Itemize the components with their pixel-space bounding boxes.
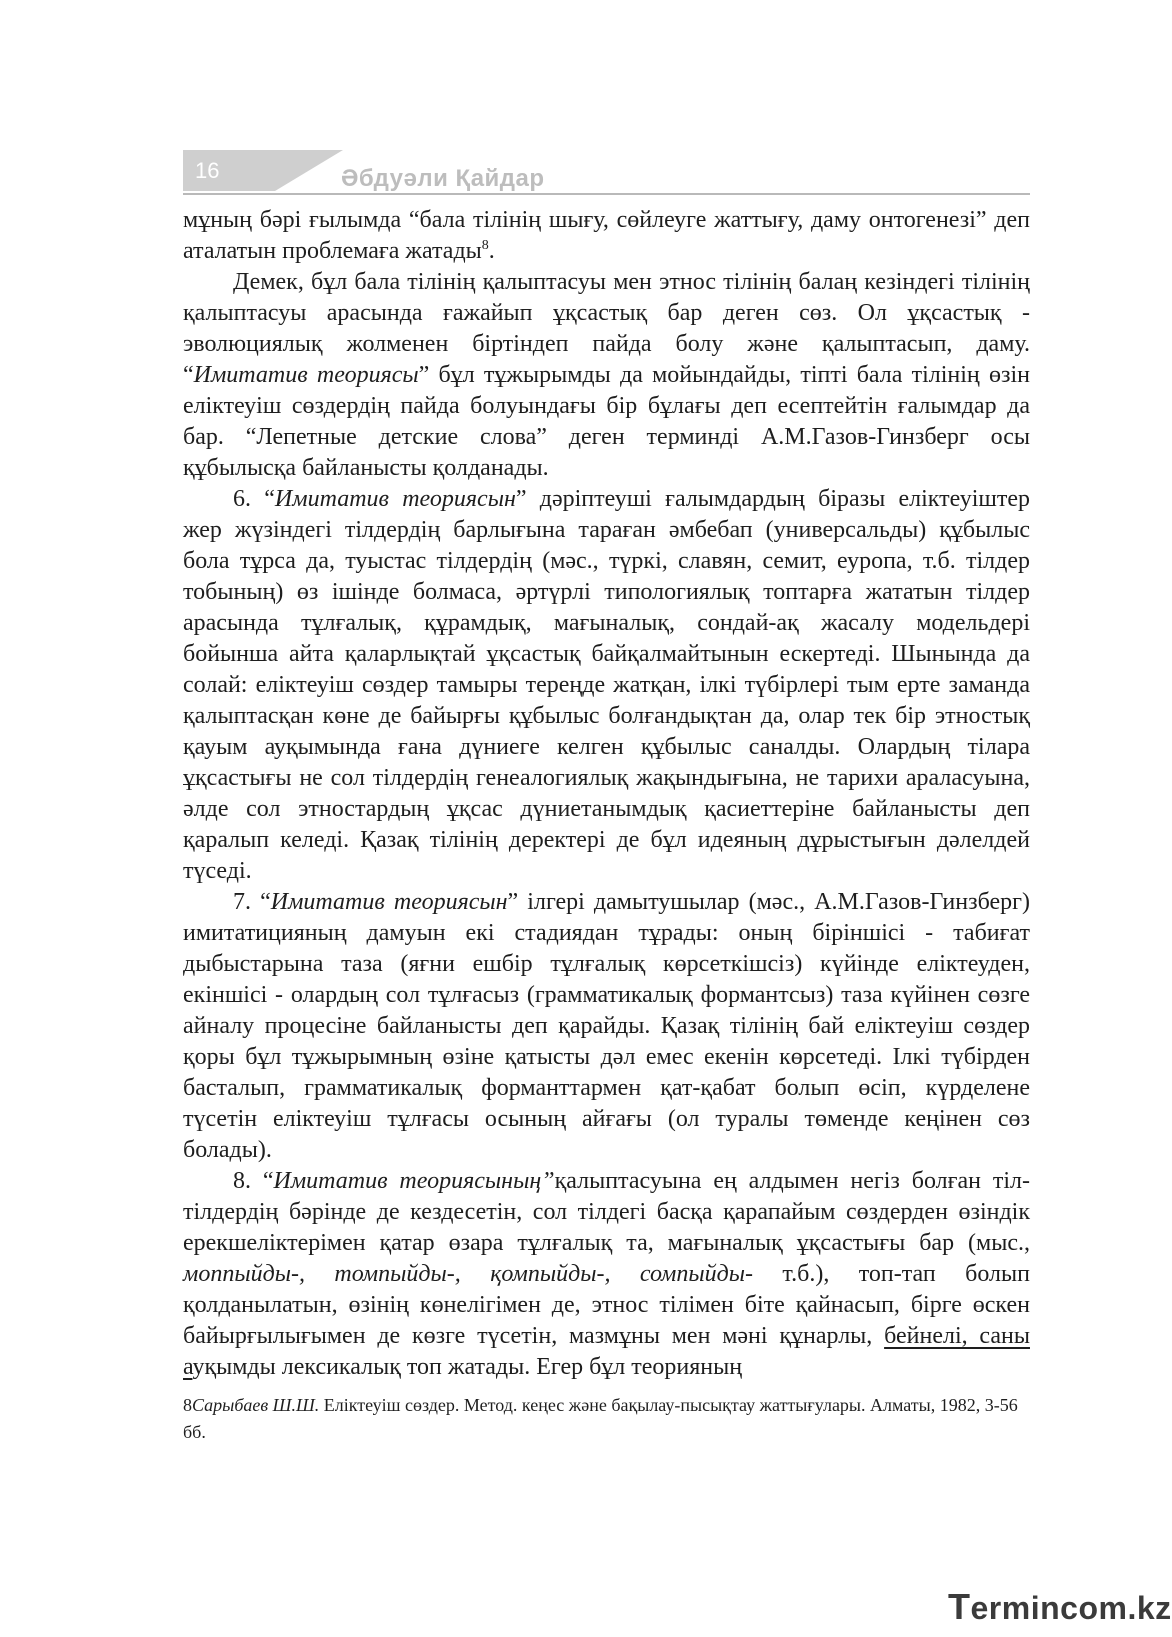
page-number: 16	[195, 157, 220, 183]
site-watermark-logo	[948, 1586, 1172, 1628]
italic-term: Имитатив теориясын	[274, 486, 516, 512]
footnote-ref: 8	[481, 238, 489, 253]
page-number-box	[183, 150, 275, 191]
italic-term: Имитатив теориясы	[193, 362, 419, 388]
header-tab-wedge	[275, 150, 343, 191]
running-header	[183, 150, 1030, 196]
text-run: .	[488, 238, 495, 264]
paragraph-1	[183, 205, 1030, 267]
italic-term: Имитатив теориясын	[270, 889, 508, 915]
text-run: ” ілгері дамытушылар (мәс., А.М.Газов-Гинзберг) имитатицияның дамуын екі стадиядан тұрады: оның біріншісі - табиғат дыбыстарына таза (яғни ешбір тұлғалық көрсеткішсіз) күйінде еліктеуден, екіншісі - олардың сол тұлғасыз (грамматикалық формантсыз) таза күйінен сөзге айналу процесіне байланысты деп қарайды. Қазақ тілінің бай еліктеуіш сөздер қоры бұл тұжырымның өзіне қатысты дәл емес екенін көрсетеді. Ілкі түбірден басталып, грамматикалық форманттармен қат-қабат болып өсіп, күрделене түсетін еліктеуіш тұлғасы осының айғағы (ол туралы төменде кеңінен сөз болады).	[183, 889, 1030, 1163]
running-header-author: Әбдуәли Қайдар	[341, 165, 545, 192]
text-run: 6. “	[233, 486, 275, 512]
underlined-text: бейнелі, саны а	[183, 1323, 1030, 1380]
paragraph-2	[183, 267, 1030, 484]
watermark-letter: T	[948, 1586, 971, 1627]
main-text	[183, 205, 1030, 1383]
paragraph-5	[183, 1166, 1030, 1383]
paragraph-4	[183, 887, 1030, 1166]
footnote-text: Еліктеуіш сөздер. Метод. кеңес және бақылау-пысықтау жаттығулары. Алматы, 1982, 3-56 бб.	[183, 1395, 1018, 1442]
paragraph-3	[183, 484, 1030, 887]
magnifier-icon: o	[1078, 1590, 1099, 1626]
footnote-author: Сарыбаев Ш.Ш.	[192, 1395, 320, 1415]
text-run: Демек, бұл бала тілінің қалыптасуы мен этнос тілінің балаң кезіндегі тілінің қалыптасуы арасында ғажайып ұқсастық бар деген сөз. Ол ұқсастық - эволюциялық жолменен біртіндеп пайда болу және қалыптасып, даму. “	[183, 269, 1030, 388]
italic-examples: моппыйды-, томпыйды-, қомпыйды-, сомпыйды-	[183, 1261, 753, 1287]
watermark-text: m.kz	[1098, 1590, 1172, 1626]
text-run: 8. “	[233, 1168, 274, 1194]
text-run: ” бұл тұжырымды да мойындайды, тіпті бала тілінің өзін еліктеуіш сөздердің пайда болуындағы бір бұлағы деп есептейтін ғалымдар да бар. “Лепетные детские слова” деген терминді А.М.Газов-Гинзберг осы құбылысқа байланысты қолданады.	[183, 362, 1030, 481]
footnote	[183, 1392, 1030, 1446]
header-rule	[183, 193, 1030, 195]
italic-term: Имитатив теориясының”	[273, 1168, 555, 1194]
text-run: қалыптасуына ең алдымен негіз болған тіл-тілдердің бәрінде де кездесетін, сол тілдегі басқа қарапайым сөздерден өзіндік ерекшеліктерімен қатар өзара тұлғалық та, мағыналық ұқсастығы бар (мыс.,	[183, 1168, 1030, 1256]
footnote-number: 8	[183, 1395, 192, 1415]
text-run: уқымды лексикалық топ жатады. Егер бұл теорияның	[192, 1354, 743, 1380]
watermark-text: erminc	[970, 1590, 1079, 1626]
text-run: мұның бәрі ғылымда “бала тілінің шығу, сөйлеуге жаттығу, даму онтогенезі” деп аталатын проблемаға жатады	[183, 207, 1030, 264]
text-run: т.б.), топ-тап болып қолданылатын, өзінің көнелігімен де, этнос тілімен біте қайнасып, бірге өскен байырғылығымен де көзге түсетін, мазмұны мен мәні құнарлы,	[183, 1261, 1030, 1349]
text-run: 7. “	[233, 889, 271, 915]
text-run: ” дәріптеуші ғалымдардың біразы еліктеуіштер жер жүзіндегі тілдердің барлығына тараған әмбебап (универсальды) құбылыс бола тұрса да, туыстас тілдердің (мәс., түркі, славян, семит, еуропа, т.б. тілдер тобының) өз ішінде болмаса, әртүрлі типологиялық топтарға жататын тілдер арасында тұлғалық, құрамдық, мағыналық, сондай-ақ жасалу модельдері бойынша айта қаларлықтай ұқсастық байқалмайтынын ескертеді. Шынында да солай: еліктеуіш сөздер тамыры тереңде жатқан, ілкі түбірлері тым ерте заманда қалыптасқан көне де байырғы құбылыс болғандықтан да, олар тек бір этностық қауым ауқымында ғана дүниеге келген құбылыс саналды. Олардың тілара ұқсастығы не сол тілдердің генеалогиялық жақындығына, не тарихи араласуына, әлде сол этностардың ұқсас дүниетанымдық қасиеттеріне байланысты деп қаралып келеді. Қазақ тілінің деректері де бұл идеяның дұрыстығын дәлелдей түседі.	[183, 486, 1030, 884]
